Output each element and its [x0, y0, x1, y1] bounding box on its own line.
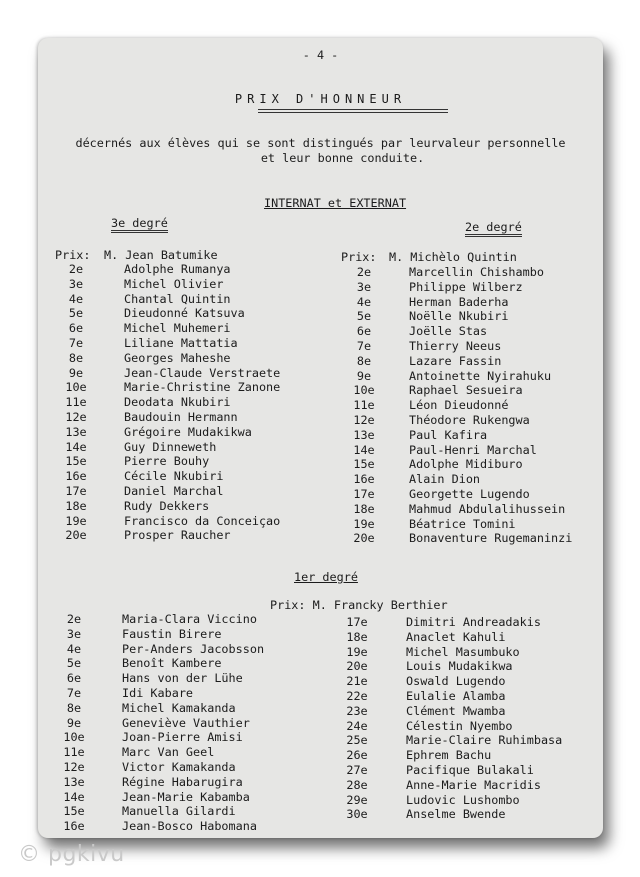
- rank-label: 4e: [68, 291, 84, 306]
- student-name: Joan-Pierre Amisi: [122, 730, 243, 745]
- right-prize-label: Prix:: [341, 250, 377, 264]
- student-name: Dimitri Andreadakis: [406, 615, 541, 629]
- rank-label: 16e: [65, 469, 87, 484]
- student-name: Marcellin Chishambo: [409, 265, 544, 279]
- rank-label: 8e: [356, 353, 372, 368]
- first-degree-heading: 1er degré: [294, 570, 358, 584]
- student-name: Idi Kabare: [122, 686, 194, 700]
- rank-label: 3e: [356, 279, 372, 294]
- student-name: Joëlle Stas: [409, 324, 488, 339]
- student-name: Raphael Sesueira: [409, 383, 523, 398]
- rank-label: 7e: [356, 339, 372, 353]
- rank-label: 5e: [68, 306, 84, 321]
- rank-label: 7e: [66, 686, 82, 700]
- rank-label: 12e: [65, 410, 87, 424]
- student-name: Faustin Birere: [122, 626, 222, 641]
- student-name: Marc Van Geel: [122, 745, 215, 760]
- rank-label: 22e: [346, 689, 368, 703]
- rank-label: 5e: [356, 309, 372, 324]
- student-name: Rudy Dekkers: [124, 498, 210, 513]
- rank-label: 9e: [356, 368, 372, 383]
- student-name: Paul Kafira: [409, 427, 488, 442]
- student-name: Clément Mwamba: [406, 703, 506, 718]
- rank-label: 16e: [63, 819, 85, 834]
- section-heading: INTERNAT et EXTERNAT: [264, 196, 407, 210]
- student-name: Baudouin Hermann: [124, 410, 238, 424]
- student-name: Prosper Raucher: [124, 528, 231, 543]
- rank-label: 13e: [353, 427, 375, 442]
- rank-label: 25e: [346, 733, 368, 748]
- rank-label: 21e: [346, 674, 368, 689]
- rank-label: 11e: [353, 398, 375, 413]
- student-name: Daniel Marchal: [124, 484, 224, 498]
- rank-label: 27e: [346, 763, 368, 777]
- student-name: Adolphe Rumanya: [124, 262, 231, 276]
- rank-label: 18e: [65, 498, 87, 513]
- student-name: Michel Olivier: [124, 276, 224, 291]
- rank-label: 2e: [68, 262, 84, 276]
- student-name: Maria-Clara Viccino: [122, 612, 257, 626]
- rank-label: 5e: [66, 656, 82, 671]
- student-name: Béatrice Tomini: [409, 516, 516, 531]
- student-name: Théodore Rukengwa: [409, 413, 530, 427]
- rank-label: 6e: [356, 324, 372, 339]
- student-name: Michel Muhemeri: [124, 321, 231, 336]
- intro-line-1: décernés aux élèves qui se sont distingués par leurvaleur personnelle: [75, 136, 566, 150]
- rank-label: 17e: [353, 487, 375, 501]
- rank-label: 18e: [353, 501, 375, 516]
- student-name: Michel Kamakanda: [122, 700, 236, 715]
- student-name: Pacifique Bulakali: [406, 763, 534, 777]
- student-name: Célestin Nyembo: [406, 718, 513, 733]
- student-name: Jean-Bosco Habomana: [122, 819, 257, 834]
- student-name: Alain Dion: [409, 472, 481, 487]
- student-name: Thierry Neeus: [409, 339, 502, 353]
- student-name: Philippe Wilberz: [409, 279, 523, 294]
- rank-label: 4e: [356, 294, 372, 309]
- student-name: Antoinette Nyirahuku: [409, 368, 552, 383]
- rank-label: 13e: [65, 424, 87, 439]
- student-name: Mahmud Abdulalihussein: [409, 501, 566, 516]
- rank-label: 15e: [65, 454, 87, 469]
- student-name: Eulalie Alamba: [406, 689, 506, 703]
- rank-label: 10e: [63, 730, 85, 745]
- left-column-heading: 3e degré: [111, 216, 168, 233]
- student-name: Geneviève Vauthier: [122, 715, 250, 730]
- right-column-heading: 2e degré: [465, 220, 522, 237]
- student-name: Jean-Marie Kabamba: [122, 789, 250, 804]
- student-name: Cécile Nkubiri: [124, 469, 224, 484]
- rank-label: 24e: [346, 718, 368, 733]
- student-name: Anne-Marie Macridis: [406, 777, 541, 792]
- rank-label: 26e: [346, 748, 368, 763]
- student-name: Grégoire Mudakikwa: [124, 424, 252, 439]
- student-name: Lazare Fassin: [409, 353, 502, 368]
- student-name: Benoît Kambere: [122, 656, 222, 671]
- rank-label: 6e: [66, 671, 82, 686]
- student-name: Guy Dinneweth: [124, 439, 217, 454]
- student-name: Ludovic Lushombo: [406, 792, 520, 807]
- rank-label: 30e: [346, 807, 368, 822]
- rank-label: 2e: [66, 612, 82, 626]
- student-name: Victor Kamakanda: [122, 760, 236, 774]
- student-name: Liliane Mattatia: [124, 336, 238, 350]
- rank-label: 2e: [356, 265, 372, 279]
- rank-label: 13e: [63, 774, 85, 789]
- student-name: Jean-Claude Verstraete: [124, 365, 281, 380]
- student-name: Manuella Gilardi: [122, 804, 236, 819]
- student-name: Léon Dieudonné: [409, 398, 509, 413]
- rank-label: 14e: [63, 789, 85, 804]
- rank-label: 17e: [346, 615, 368, 629]
- rank-label: 19e: [353, 516, 375, 531]
- rank-label: 3e: [68, 276, 84, 291]
- rank-label: 20e: [346, 659, 368, 674]
- student-name: Marie-Claire Ruhimbasa: [406, 733, 563, 748]
- rank-label: 20e: [65, 528, 87, 543]
- student-name: Marie-Christine Zanone: [124, 380, 281, 395]
- student-name: Louis Mudakikwa: [406, 659, 513, 674]
- rank-label: 20e: [353, 531, 375, 546]
- page-title: PRIX D'HONNEUR: [234, 92, 407, 106]
- rank-label: 4e: [66, 641, 82, 656]
- left-prize-label: Prix:: [55, 248, 91, 262]
- rank-label: 3e: [66, 626, 82, 641]
- rank-label: 11e: [63, 745, 85, 760]
- student-name: Francisco da Conceiçao: [124, 513, 281, 528]
- rank-label: 16e: [353, 472, 375, 487]
- student-name: Per-Anders Jacobsson: [122, 641, 265, 656]
- student-name: Deodata Nkubiri: [124, 395, 231, 410]
- rank-label: 9e: [68, 365, 84, 380]
- title-underline: [258, 109, 448, 113]
- rank-label: 12e: [63, 760, 85, 774]
- student-name: Michel Masumbuko: [406, 644, 520, 659]
- rank-label: 8e: [68, 350, 84, 365]
- watermark: © pgkivu: [18, 842, 125, 867]
- rank-label: 10e: [65, 380, 87, 395]
- first-degree-prize: Prix: M. Francky Berthier: [270, 598, 448, 612]
- rank-label: 10e: [353, 383, 375, 398]
- rank-label: 19e: [65, 513, 87, 528]
- student-name: Oswald Lugendo: [406, 674, 506, 689]
- student-name: Ephrem Bachu: [406, 748, 492, 763]
- rank-label: 17e: [65, 484, 87, 498]
- rank-label: 19e: [346, 644, 368, 659]
- rank-label: 11e: [65, 395, 87, 410]
- rank-label: 8e: [66, 700, 82, 715]
- student-name: Pierre Bouhy: [124, 454, 210, 469]
- rank-label: 15e: [63, 804, 85, 819]
- rank-label: 28e: [346, 777, 368, 792]
- student-name: Régine Habarugira: [122, 774, 243, 789]
- student-name: Paul-Henri Marchal: [409, 442, 537, 457]
- rank-label: 15e: [353, 457, 375, 472]
- right-prize-winner: M. Michèlo Quintin: [389, 250, 517, 264]
- student-name: Georgette Lugendo: [409, 487, 530, 501]
- student-name: Chantal Quintin: [124, 291, 231, 306]
- rank-label: 18e: [346, 629, 368, 644]
- intro-line-2: et leur bonne conduite.: [260, 151, 425, 165]
- student-name: Herman Baderha: [409, 294, 509, 309]
- rank-label: 14e: [65, 439, 87, 454]
- left-prize-winner: M. Jean Batumike: [104, 248, 218, 262]
- rank-label: 6e: [68, 321, 84, 336]
- student-name: Bonaventure Rugemaninzi: [409, 531, 573, 546]
- student-name: Adolphe Midiburo: [409, 457, 523, 472]
- rank-label: 14e: [353, 442, 375, 457]
- page-number: - 4 -: [302, 48, 339, 62]
- student-name: Georges Maheshe: [124, 350, 231, 365]
- student-name: Dieudonné Katsuva: [124, 306, 245, 321]
- student-name: Noëlle Nkubiri: [409, 309, 509, 324]
- rank-label: 7e: [68, 336, 84, 350]
- student-name: Hans von der Lühe: [122, 671, 243, 686]
- student-name: Anselme Bwende: [406, 807, 506, 822]
- student-name: Anaclet Kahuli: [406, 629, 506, 644]
- rank-label: 29e: [346, 792, 368, 807]
- rank-label: 12e: [353, 413, 375, 427]
- rank-label: 23e: [346, 703, 368, 718]
- rank-label: 9e: [66, 715, 82, 730]
